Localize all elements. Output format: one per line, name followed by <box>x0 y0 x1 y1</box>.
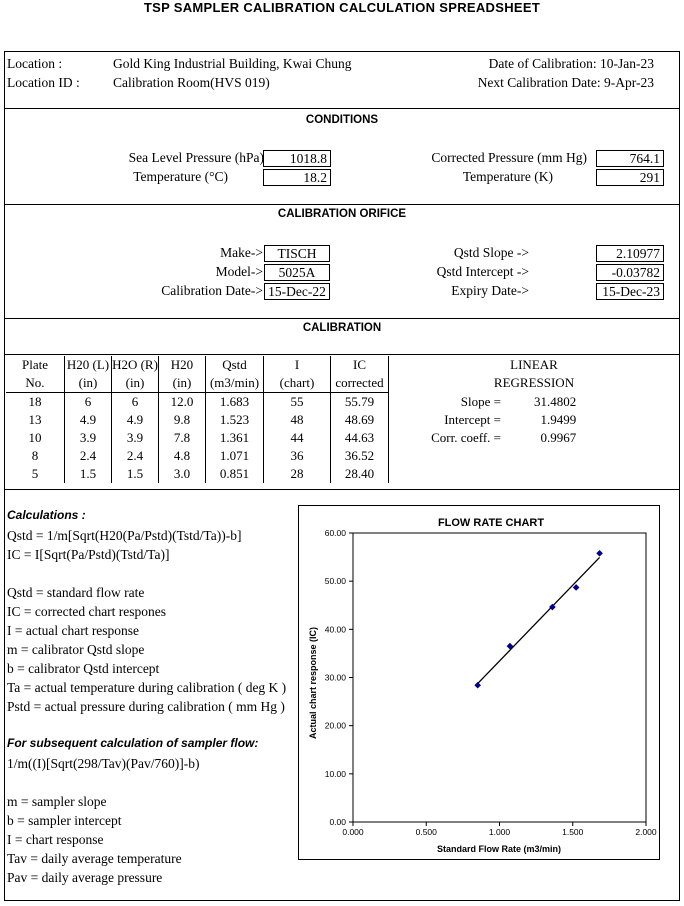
table-cell: 8 <box>6 447 65 465</box>
y-tick-label: 30.00 <box>324 672 346 683</box>
calibration-table <box>6 356 679 483</box>
table-cell: 48.69 <box>331 411 389 429</box>
y-tick-label: 0.00 <box>329 817 346 827</box>
model-value: 5025A <box>264 264 330 281</box>
col-header: H20 <box>159 356 206 374</box>
corrected-pressure-label: Corrected Pressure (mm Hg) <box>431 150 587 165</box>
slope-value: 31.4802 <box>534 393 577 409</box>
col-header: Plate <box>6 356 65 374</box>
col-header: H20 (L) <box>65 356 112 374</box>
table-row <box>6 447 679 465</box>
definition-line: I = actual chart response <box>7 623 140 638</box>
regression-heading-1: LINEAR <box>510 357 558 372</box>
definition-line: I = chart response <box>7 832 104 847</box>
intercept-value: 1.9499 <box>540 412 577 427</box>
table-cell: 12.0 <box>159 393 206 412</box>
x-tick-label: 0.500 <box>415 827 437 837</box>
temperature-c-label: Temperature (°C) <box>133 169 228 184</box>
y-tick-label: 50.00 <box>324 576 346 587</box>
regression-heading-2: REGRESSION <box>493 375 575 391</box>
definition-line: Pstd = actual pressure during calibration ( mm Hg ) <box>7 699 285 714</box>
table-cell: 2.4 <box>65 447 112 465</box>
calibration-date-value: 15-Dec-22 <box>264 283 330 300</box>
slope-label: Slope = <box>460 393 501 409</box>
data-point <box>474 682 481 689</box>
col-unit: (in) <box>159 374 206 393</box>
sea-level-pressure-label: Sea Level Pressure (hPa) <box>128 150 264 165</box>
y-tick-label: 10.00 <box>324 768 346 779</box>
x-axis-label: Standard Flow Rate (m3/min) <box>436 844 562 854</box>
corr-coeff-label: Corr. coeff. = <box>431 430 501 445</box>
table-cell: 9.8 <box>159 411 206 429</box>
table-cell: 55.79 <box>331 393 389 412</box>
location-label: Location : <box>7 56 63 71</box>
col-unit: corrected <box>331 374 389 393</box>
table-cell: 5 <box>6 465 65 483</box>
subsequent-heading: For subsequent calculation of sampler flow: <box>7 736 259 750</box>
formula-ic: IC = I[Sqrt(Pa/Pstd)(Tstd/Ta)] <box>7 547 170 562</box>
col-unit: No. <box>6 374 65 393</box>
page-title: TSP SAMPLER CALIBRATION CALCULATION SPREADSHEET <box>143 0 541 15</box>
temperature-k-label: Temperature (K) <box>462 169 553 184</box>
calibration-date-label: Calibration Date-> <box>161 283 263 298</box>
y-tick-label: 40.00 <box>324 624 346 635</box>
next-calibration-date: Next Calibration Date: 9-Apr-23 <box>477 75 654 90</box>
calibration-heading: CALIBRATION <box>302 322 382 334</box>
plot-area <box>353 533 646 822</box>
table-row <box>6 465 679 483</box>
table-cell: 4.9 <box>65 411 112 429</box>
table-cell: 10 <box>6 429 65 447</box>
make-value: TISCH <box>264 245 330 262</box>
x-tick-label: 0.000 <box>342 827 364 837</box>
formula-qstd: Qstd = 1/m[Sqrt(H20(Pa/Pstd)(Tstd/Ta))-b] <box>7 528 242 543</box>
table-cell: 4.9 <box>112 411 159 429</box>
col-header: Qstd <box>206 356 264 374</box>
table-cell: 1.361 <box>206 429 264 447</box>
qstd-intercept-label: Qstd Intercept -> <box>436 264 529 279</box>
calculations-heading: Calculations : <box>7 508 86 522</box>
divider <box>4 108 680 109</box>
table-row <box>6 429 679 447</box>
y-tick-label: 20.00 <box>324 720 346 731</box>
table-cell: 0.851 <box>206 465 264 483</box>
col-header: IC <box>331 356 389 374</box>
divider <box>4 318 680 319</box>
expiry-date-label: Expiry Date-> <box>451 283 529 298</box>
qstd-slope-value: 2.10977 <box>596 245 664 262</box>
definition-line: Qstd = standard flow rate <box>7 585 145 600</box>
table-cell: 1.5 <box>65 465 112 483</box>
temperature-c-value: 18.2 <box>263 169 331 186</box>
conditions-heading: CONDITIONS <box>305 114 379 126</box>
expiry-date-value: 15-Dec-23 <box>596 283 664 300</box>
trendline <box>478 557 600 683</box>
qstd-slope-label: Qstd Slope -> <box>453 245 529 260</box>
table-cell: 13 <box>6 411 65 429</box>
col-unit: (in) <box>65 374 112 393</box>
table-cell: 7.8 <box>159 429 206 447</box>
flow-rate-chart <box>298 505 660 860</box>
chart-title: FLOW RATE CHART <box>437 517 545 529</box>
table-cell: 36 <box>264 447 331 465</box>
orifice-heading: CALIBRATION ORIFICE <box>277 208 407 220</box>
location-id-label: Location ID : <box>7 75 80 90</box>
corr-coeff-value: 0.9967 <box>540 430 577 445</box>
table-cell: 28 <box>264 465 331 483</box>
col-header: I <box>264 356 331 374</box>
table-cell: 3.9 <box>65 429 112 447</box>
table-cell: 1.5 <box>112 465 159 483</box>
table-cell: 44 <box>264 429 331 447</box>
y-tick-label: 60.00 <box>324 528 346 538</box>
table-cell: 36.52 <box>331 447 389 465</box>
definition-line: m = calibrator Qstd slope <box>7 642 145 657</box>
table-cell: 1.683 <box>206 393 264 412</box>
data-point <box>596 550 603 557</box>
x-tick-label: 2.000 <box>635 827 657 837</box>
table-cell: 6 <box>112 393 159 412</box>
divider <box>4 354 680 355</box>
subsequent-formula: 1/m((I)[Sqrt(298/Tav)(Pav/760)]-b) <box>7 756 200 771</box>
table-cell: 28.40 <box>331 465 389 483</box>
table-cell: 18 <box>6 393 65 412</box>
y-axis-label: Actual chart response (IC) <box>308 626 318 740</box>
location-id-value: Calibration Room(HVS 019) <box>113 75 270 90</box>
definition-line: b = calibrator Qstd intercept <box>7 661 160 676</box>
model-label: Model-> <box>215 264 263 279</box>
definition-line: Tav = daily average temperature <box>7 851 182 866</box>
table-cell: 48 <box>264 411 331 429</box>
table-row <box>6 411 679 429</box>
definition-line: m = sampler slope <box>7 794 107 809</box>
col-unit: (in) <box>112 374 159 393</box>
corrected-pressure-value: 764.1 <box>596 150 664 167</box>
col-unit: (m3/min) <box>206 374 264 393</box>
definition-line: b = sampler intercept <box>7 813 122 828</box>
x-tick-label: 1.000 <box>488 827 511 837</box>
definition-line: Pav = daily average pressure <box>7 870 163 885</box>
table-cell: 4.8 <box>159 447 206 465</box>
table-cell: 3.0 <box>159 465 206 483</box>
divider <box>4 489 680 490</box>
qstd-intercept-value: -0.03782 <box>596 264 664 281</box>
table-cell: 1.071 <box>206 447 264 465</box>
definition-line: IC = corrected chart respones <box>7 604 167 619</box>
x-tick-label: 1.500 <box>562 827 584 837</box>
temperature-k-value: 291 <box>596 169 664 186</box>
table-row <box>6 393 679 412</box>
data-point <box>573 584 580 591</box>
col-unit: (chart) <box>264 374 331 393</box>
table-cell: 2.4 <box>112 447 159 465</box>
make-label: Make-> <box>220 245 263 260</box>
col-header: H2O (R) <box>112 357 158 372</box>
date-of-calibration: Date of Calibration: 10-Jan-23 <box>488 56 654 71</box>
sea-level-pressure-value: 1018.8 <box>263 150 331 167</box>
table-cell: 3.9 <box>112 429 159 447</box>
table-cell: 55 <box>264 393 331 412</box>
divider <box>4 204 680 205</box>
table-cell: 44.63 <box>331 429 389 447</box>
table-cell: 1.523 <box>206 411 264 429</box>
table-cell: 6 <box>65 393 112 412</box>
intercept-label: Intercept = <box>444 412 501 427</box>
definition-line: Ta = actual temperature during calibration ( deg K ) <box>7 680 287 695</box>
location-value: Gold King Industrial Building, Kwai Chung <box>113 56 352 71</box>
